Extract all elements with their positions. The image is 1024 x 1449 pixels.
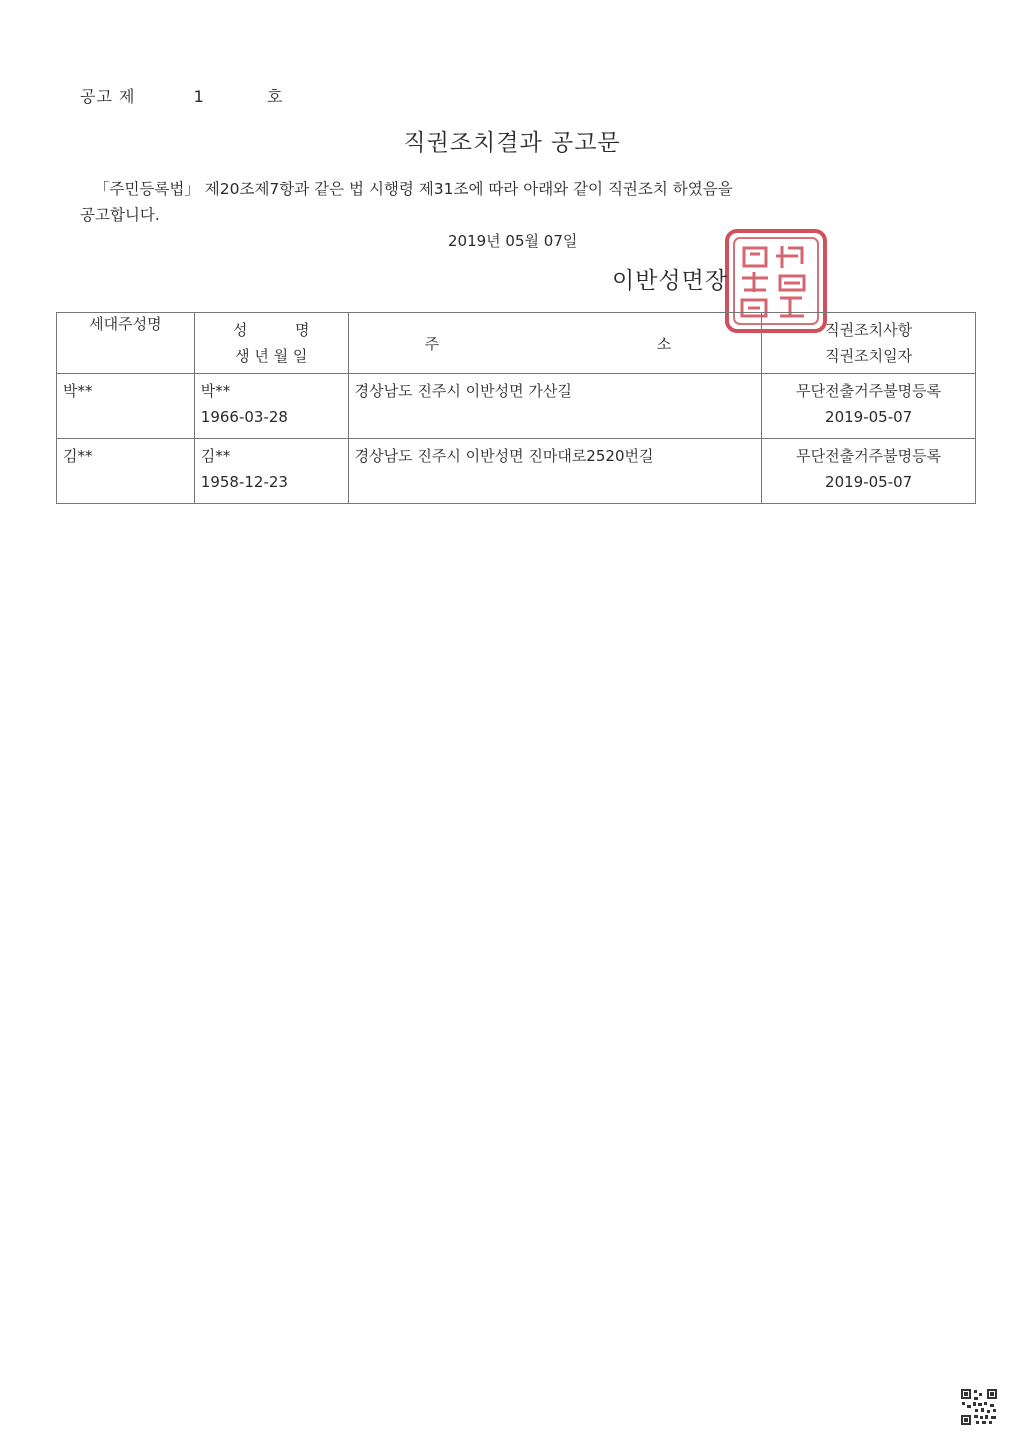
row-birth: 1966-03-28	[200, 408, 288, 426]
row-action-date: 2019-05-07	[825, 473, 913, 491]
header-action-type: 직권조치사항	[825, 321, 913, 339]
row-action: 무단전출거주불명등록	[796, 447, 942, 465]
notice-label: 공고 제	[80, 87, 136, 106]
notice-date: 2019년 05월 07일	[448, 232, 578, 250]
notice-body-line-2: 공고합니다.	[80, 206, 160, 224]
row-name: 김**	[200, 447, 231, 465]
row-birth: 1958-12-23	[200, 473, 288, 491]
header-name-birth	[194, 313, 348, 374]
header-householder: 세대주성명	[57, 313, 195, 374]
action-result-table	[56, 312, 976, 504]
table-row	[57, 439, 976, 504]
header-action-date: 직권조치일자	[825, 347, 913, 365]
row-householder: 김**	[63, 447, 93, 465]
document-title: 직권조치결과 공고문	[403, 130, 621, 156]
row-householder: 박**	[63, 382, 93, 400]
header-name: 성 명	[232, 321, 310, 339]
row-address: 경상남도 진주시 이반성면 가산길	[354, 382, 572, 400]
qr-code-icon	[960, 1388, 998, 1426]
header-address-b: 소	[656, 334, 672, 353]
table-row	[57, 374, 976, 439]
header-address	[348, 313, 762, 374]
row-action-date: 2019-05-07	[825, 408, 913, 426]
notice-body-line-1: 「주민등록법」 제20조제7항과 같은 법 시행령 제31조에 따라 아래와 같이 직권조치 하였음을	[94, 180, 733, 198]
notice-number-line	[80, 84, 284, 107]
header-address-a: 주	[424, 334, 440, 353]
table-header-row	[57, 313, 976, 374]
notice-body	[80, 176, 900, 228]
notice-suffix: 호	[267, 87, 284, 106]
issuer-name: 이반성면장	[612, 268, 729, 294]
row-address: 경상남도 진주시 이반성면 진마대로2520번길	[354, 447, 654, 465]
header-action	[762, 313, 976, 374]
row-action: 무단전출거주불명등록	[796, 382, 942, 400]
row-name: 박**	[200, 382, 231, 400]
header-birth: 생 년 월 일	[235, 347, 308, 365]
notice-number: 1	[193, 87, 205, 106]
